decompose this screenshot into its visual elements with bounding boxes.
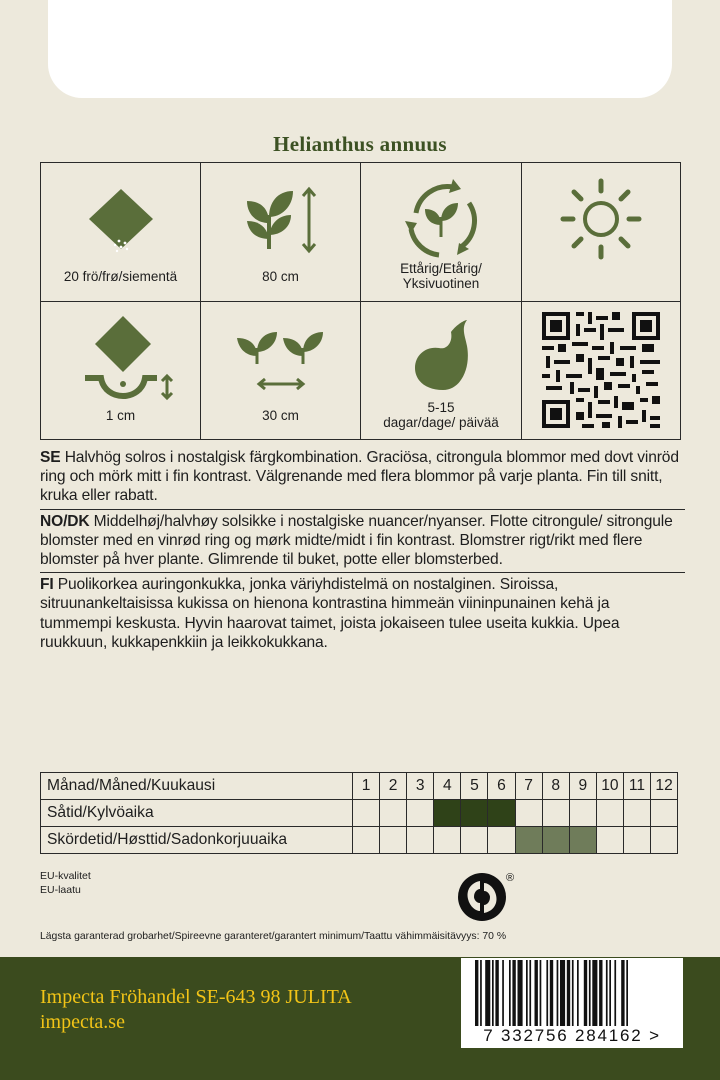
- harvest-month-1: [353, 827, 380, 854]
- sow-month-4: [434, 800, 461, 827]
- sow-month-11: [623, 800, 650, 827]
- month-1: 1: [353, 773, 380, 800]
- plant-height: 80 cm: [262, 269, 299, 284]
- cell-spacing: [201, 302, 361, 439]
- description: [40, 446, 685, 655]
- month-7: 7: [515, 773, 542, 800]
- text-se: Halvhög solros i nostalgisk färgkombination. Graciösa, citrongula blommor med dovt vinröd ring och mörk mitt i fin kontrast. Välgrenande med flera blommor på varje planta. Fin till snitt, kruka eller rabatt.: [40, 449, 679, 505]
- harvest-month-5: [461, 827, 488, 854]
- calendar-month-row: [41, 773, 678, 800]
- lang-code-nodk: NO/DK: [40, 512, 90, 530]
- latin-name: Helianthus annuus: [273, 132, 447, 156]
- month-3: 3: [407, 773, 434, 800]
- germination-guarantee: Lägsta garanterad grobarhet/Spireevne garanteret/garantert minimum/Taattu vähimmäisitävyys: 70 %: [40, 931, 507, 942]
- sow-month-7: [515, 800, 542, 827]
- lifecycle-line-2: Yksivuotinen: [402, 276, 480, 291]
- company-website[interactable]: impecta.se: [40, 1011, 125, 1033]
- month-4: 4: [434, 773, 461, 800]
- harvest-month-6: [488, 827, 515, 854]
- sowing-depth: 1 cm: [105, 408, 136, 423]
- harvest-month-3: [407, 827, 434, 854]
- harvest-month-12: [651, 827, 678, 854]
- germination-unit: dagar/dage/ päivää: [383, 415, 499, 430]
- calendar-harvest-row: [41, 827, 678, 854]
- sow-month-3: [407, 800, 434, 827]
- month-8: 8: [542, 773, 569, 800]
- full-sun-icon: [522, 163, 680, 302]
- sow-month-12: [651, 800, 678, 827]
- month-label: Månad/Måned/Kuukausi: [41, 773, 353, 800]
- barcode: [461, 958, 683, 1048]
- sow-month-6: [488, 800, 515, 827]
- description-se: [40, 446, 685, 510]
- month-6: 6: [488, 773, 515, 800]
- description-nodk: [40, 510, 685, 574]
- text-fi: Puolikorkea auringonkukka, jonka väriyhdistelmä on nostalginen. Siroissa, sitruunankeltaisissa kukissa on hienona kontrastina himmeän viininpunainen kehä ja tummempi keskusta. Hyvin haarovat taimet, joista jokaiseen tulee useita kukkia. Upea ruukkuun, kukkapenkkiin ja leikkokukkana.: [40, 576, 620, 651]
- hang-hole-cutout: [48, 0, 672, 98]
- barcode-number: 7 332756 284162 >: [483, 1026, 661, 1045]
- cell-germination: [361, 302, 522, 439]
- eu-quality-fi: EU-laatu: [40, 884, 81, 896]
- harvest-month-10: [596, 827, 623, 854]
- eu-quality-se: EU-kvalitet: [40, 870, 91, 882]
- lang-code-se: SE: [40, 449, 61, 466]
- sow-month-9: [569, 800, 596, 827]
- harvest-month-9: [569, 827, 596, 854]
- month-11: 11: [623, 773, 650, 800]
- description-fi: [40, 573, 685, 655]
- harvest-month-8: [542, 827, 569, 854]
- icon-grid: [40, 162, 681, 440]
- lifecycle-line-1: Ettårig/Etårig/: [400, 261, 482, 276]
- text-nodk: Middelhøj/halvhøy solsikke i nostalgiske nuancer/nyanser. Flotte citrongule/ sitrongule blomster med en vinrød ring og mørk midte/midt i fin kontrast. Blomstrer rigt/rikt med flere blomster på hver plante. Glimrende til buket, potte eller blomsterbed.: [40, 512, 673, 569]
- cell-depth: [41, 302, 201, 439]
- seed-count: 20 frö/frø/siementä: [63, 269, 178, 284]
- sow-month-10: [596, 800, 623, 827]
- plant-spacing: 30 cm: [262, 408, 299, 423]
- sow-month-5: [461, 800, 488, 827]
- lifecycle-label: [361, 261, 521, 291]
- germination-label: [361, 400, 521, 430]
- month-2: 2: [380, 773, 407, 800]
- registered-mark: ®: [506, 872, 515, 884]
- month-10: 10: [596, 773, 623, 800]
- harvest-label: Skördetid/Høsttid/Sadonkorjuuaika: [41, 827, 353, 854]
- harvest-month-7: [515, 827, 542, 854]
- sowing-calendar: [40, 772, 678, 854]
- sow-month-2: [380, 800, 407, 827]
- cell-lifecycle: [361, 163, 522, 302]
- germination-days: 5-15: [427, 400, 455, 415]
- sow-label: Såtid/Kylvöaika: [41, 800, 353, 827]
- green-dot-recycle-icon: [456, 867, 520, 927]
- calendar-sow-row: [41, 800, 678, 827]
- cell-seeds: [41, 163, 201, 302]
- cell-qr: [522, 302, 680, 439]
- sow-month-1: [353, 800, 380, 827]
- month-9: 9: [569, 773, 596, 800]
- harvest-month-4: [434, 827, 461, 854]
- cell-sun: [522, 163, 680, 302]
- barcode-bars: [461, 960, 683, 1026]
- month-12: 12: [651, 773, 678, 800]
- lang-code-fi: FI: [40, 576, 54, 594]
- company-address: Impecta Fröhandel SE-643 98 JULITA: [40, 986, 352, 1008]
- sow-month-8: [542, 800, 569, 827]
- footer-address-block: [40, 985, 352, 1035]
- harvest-month-2: [380, 827, 407, 854]
- eu-quality: [40, 869, 91, 897]
- harvest-month-11: [623, 827, 650, 854]
- cell-height: [201, 163, 361, 302]
- month-5: 5: [461, 773, 488, 800]
- qr-code: [522, 302, 680, 439]
